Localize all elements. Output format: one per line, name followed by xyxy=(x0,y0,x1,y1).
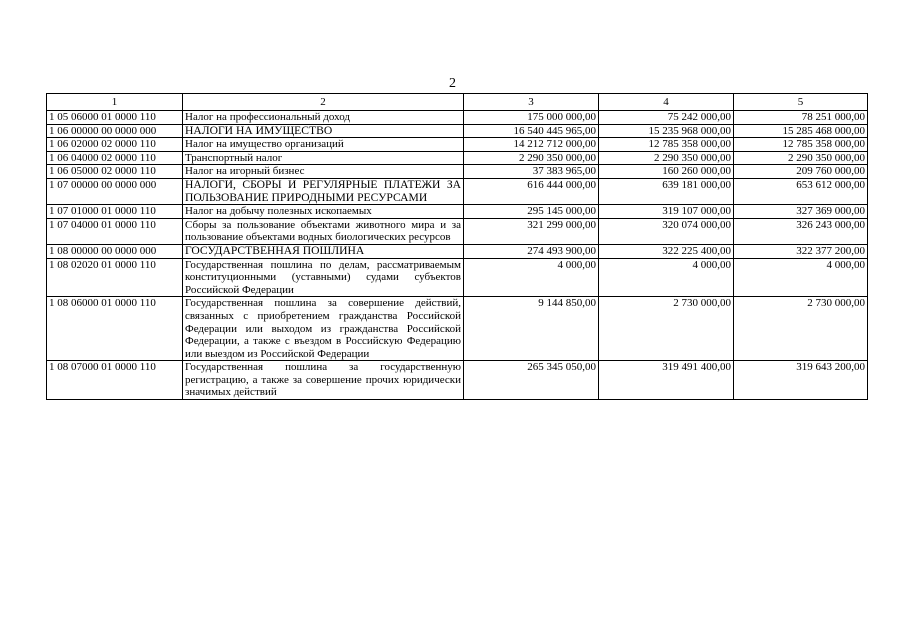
table-row xyxy=(47,244,868,258)
revenue-table xyxy=(46,93,868,400)
budget-code-cell: 1 06 05000 02 0000 110 xyxy=(47,165,183,179)
amount-col3-cell: 295 145 000,00 xyxy=(464,205,599,219)
table-row xyxy=(47,111,868,125)
amount-col3-cell: 175 000 000,00 xyxy=(464,111,599,125)
amount-col3-cell: 265 345 050,00 xyxy=(464,361,599,400)
table-row xyxy=(47,218,868,244)
amount-col4-cell: 322 225 400,00 xyxy=(599,244,734,258)
revenue-name-cell: Сборы за пользование объектами животного мира и за пользование объектами водных биологических ресурсов xyxy=(183,218,464,244)
budget-code-cell: 1 07 00000 00 0000 000 xyxy=(47,178,183,204)
table-row xyxy=(47,151,868,165)
amount-col5-cell: 327 369 000,00 xyxy=(734,205,868,219)
amount-col5-cell: 4 000,00 xyxy=(734,258,868,297)
amount-col4-cell: 319 107 000,00 xyxy=(599,205,734,219)
revenue-name-cell: ГОСУДАРСТВЕННАЯ ПОШЛИНА xyxy=(183,244,464,258)
amount-col3-cell: 616 444 000,00 xyxy=(464,178,599,204)
budget-code-cell: 1 08 07000 01 0000 110 xyxy=(47,361,183,400)
amount-col4-cell: 4 000,00 xyxy=(599,258,734,297)
amount-col4-cell: 75 242 000,00 xyxy=(599,111,734,125)
table-row xyxy=(47,205,868,219)
amount-col3-cell: 321 299 000,00 xyxy=(464,218,599,244)
revenue-name-cell: Налог на профессиональный доход xyxy=(183,111,464,125)
amount-col5-cell: 322 377 200,00 xyxy=(734,244,868,258)
amount-col5-cell: 653 612 000,00 xyxy=(734,178,868,204)
amount-col5-cell: 15 285 468 000,00 xyxy=(734,124,868,138)
budget-code-cell: 1 08 00000 00 0000 000 xyxy=(47,244,183,258)
amount-col3-cell: 14 212 712 000,00 xyxy=(464,138,599,152)
table-row xyxy=(47,297,868,361)
amount-col5-cell: 209 760 000,00 xyxy=(734,165,868,179)
amount-col4-cell: 160 260 000,00 xyxy=(599,165,734,179)
budget-code-cell: 1 07 04000 01 0000 110 xyxy=(47,218,183,244)
revenue-name-cell: Налог на имущество организаций xyxy=(183,138,464,152)
amount-col4-cell: 2 730 000,00 xyxy=(599,297,734,361)
column-header: 4 xyxy=(599,94,734,111)
amount-col3-cell: 4 000,00 xyxy=(464,258,599,297)
table-row xyxy=(47,258,868,297)
budget-code-cell: 1 08 06000 01 0000 110 xyxy=(47,297,183,361)
amount-col4-cell: 319 491 400,00 xyxy=(599,361,734,400)
amount-col4-cell: 320 074 000,00 xyxy=(599,218,734,244)
budget-code-cell: 1 08 02020 01 0000 110 xyxy=(47,258,183,297)
amount-col5-cell: 2 290 350 000,00 xyxy=(734,151,868,165)
table-header-row xyxy=(47,94,868,111)
amount-col3-cell: 9 144 850,00 xyxy=(464,297,599,361)
budget-code-cell: 1 06 04000 02 0000 110 xyxy=(47,151,183,165)
amount-col5-cell: 319 643 200,00 xyxy=(734,361,868,400)
revenue-name-cell: Транспортный налог xyxy=(183,151,464,165)
column-header: 3 xyxy=(464,94,599,111)
amount-col3-cell: 274 493 900,00 xyxy=(464,244,599,258)
amount-col4-cell: 639 181 000,00 xyxy=(599,178,734,204)
table-row xyxy=(47,178,868,204)
revenue-name-cell: Государственная пошлина по делам, рассматриваемым конституционными (уставными) судами субъектов Российской Федерации xyxy=(183,258,464,297)
budget-code-cell: 1 05 06000 01 0000 110 xyxy=(47,111,183,125)
revenue-name-cell: Государственная пошлина за государственную регистрацию, а также за совершение прочих юридически значимых действий xyxy=(183,361,464,400)
amount-col3-cell: 37 383 965,00 xyxy=(464,165,599,179)
column-header: 2 xyxy=(183,94,464,111)
table-body xyxy=(47,111,868,400)
table-row xyxy=(47,124,868,138)
amount-col4-cell: 15 235 968 000,00 xyxy=(599,124,734,138)
budget-code-cell: 1 07 01000 01 0000 110 xyxy=(47,205,183,219)
amount-col4-cell: 12 785 358 000,00 xyxy=(599,138,734,152)
amount-col5-cell: 2 730 000,00 xyxy=(734,297,868,361)
revenue-name-cell: Налог на игорный бизнес xyxy=(183,165,464,179)
amount-col3-cell: 16 540 445 965,00 xyxy=(464,124,599,138)
amount-col5-cell: 12 785 358 000,00 xyxy=(734,138,868,152)
budget-code-cell: 1 06 02000 02 0000 110 xyxy=(47,138,183,152)
column-header: 1 xyxy=(47,94,183,111)
column-header: 5 xyxy=(734,94,868,111)
amount-col3-cell: 2 290 350 000,00 xyxy=(464,151,599,165)
revenue-name-cell: НАЛОГИ НА ИМУЩЕСТВО xyxy=(183,124,464,138)
table-row xyxy=(47,165,868,179)
amount-col4-cell: 2 290 350 000,00 xyxy=(599,151,734,165)
page-number: 2 xyxy=(449,76,456,91)
revenue-name-cell: Налог на добычу полезных ископаемых xyxy=(183,205,464,219)
amount-col5-cell: 78 251 000,00 xyxy=(734,111,868,125)
table-row xyxy=(47,361,868,400)
revenue-name-cell: НАЛОГИ, СБОРЫ И РЕГУЛЯРНЫЕ ПЛАТЕЖИ ЗА ПОЛЬЗОВАНИЕ ПРИРОДНЫМИ РЕСУРСАМИ xyxy=(183,178,464,204)
budget-code-cell: 1 06 00000 00 0000 000 xyxy=(47,124,183,138)
revenue-name-cell: Государственная пошлина за совершение действий, связанных с приобретением гражданства Российской Федерации или выходом из гражданства Российской Федерации, а также с въездом в Российскую Федерацию или выездом из Российской Федерации xyxy=(183,297,464,361)
amount-col5-cell: 326 243 000,00 xyxy=(734,218,868,244)
table-row xyxy=(47,138,868,152)
